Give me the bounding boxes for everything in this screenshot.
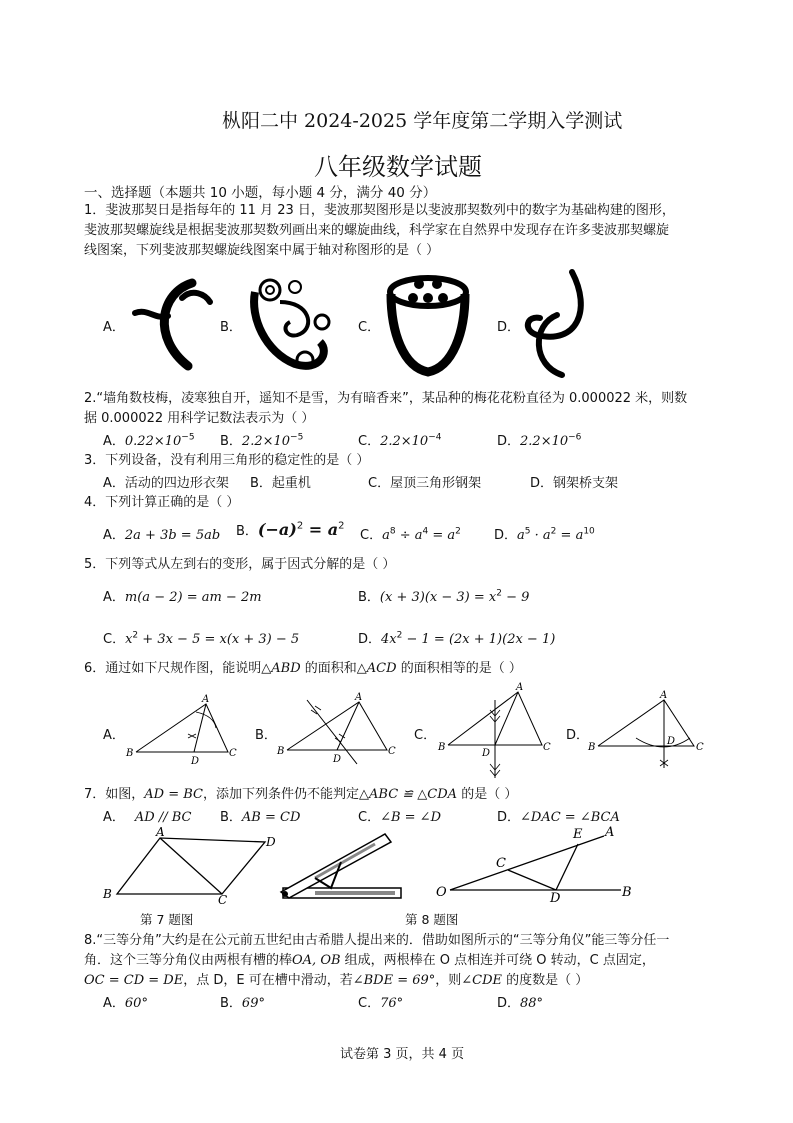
q1-figure-c — [383, 272, 473, 377]
q2-option-b: B．$2.2\times 10^{-5}$ — [220, 432, 304, 449]
q3-option-d: D．钢架桥支架 — [530, 476, 619, 491]
q6-option-c-label: C． — [414, 728, 437, 743]
q7-option-d: D．∠DAC = ∠BCA — [497, 810, 620, 825]
q6a-label-c: C — [229, 748, 237, 759]
q3-stem: 3．下列设备，没有利用三角形的稳定性的是（ ） — [84, 453, 370, 468]
fig8-label-c: C — [496, 856, 506, 871]
q1-option-d-label: D． — [497, 320, 521, 335]
q6a-label-a: A — [202, 694, 210, 705]
q3-option-a: A．活动的四边形衣架 — [103, 476, 229, 491]
q8-line-1: 8.“三等分角”大约是在公元前五世纪由古希腊人提出来的．借助如图所示的“三等分角仪”能三等分任一 — [84, 933, 670, 948]
q5-option-d: D．$4x^2 - 1 = (2x + 1)(2x - 1)$ — [358, 630, 556, 647]
q8-option-c: C．76° — [358, 996, 404, 1011]
q5-stem: 5．下列等式从左到右的变形，属于因式分解的是（ ） — [84, 557, 396, 572]
q6-figure-c — [436, 682, 561, 782]
q6c-label-d: D — [482, 748, 491, 759]
q6-option-a-label: A． — [103, 728, 125, 743]
fig8-label-o: O — [436, 885, 447, 900]
fig7-label-b: B — [103, 887, 112, 901]
figure-7 — [100, 825, 285, 907]
q4-option-b: B．$(-a)^2 = a^2$ — [236, 520, 345, 539]
q7-option-a: A． AD // BC — [103, 810, 192, 825]
q6-figure-d — [588, 688, 708, 773]
q1-line-1: 1．斐波那契日是指每年的 11 月 23 日，斐波那契图形是以斐波那契数列中的数字为基础构建的图形， — [84, 203, 675, 218]
q8-option-a: A．60° — [103, 996, 148, 1011]
section-heading: 一、选择题（本题共 10 小题，每小题 4 分，满分 40 分） — [84, 185, 437, 201]
q1-option-a-label: A． — [103, 320, 125, 335]
q1-figure-a — [130, 278, 220, 373]
q7-option-b: B．AB = CD — [220, 810, 301, 825]
q6-figure-b — [275, 692, 400, 768]
q6a-label-b: B — [126, 748, 134, 759]
fig8-label-b: B — [622, 885, 632, 900]
q2-option-a: A．$0.22\times 10^{-5}$ — [103, 432, 195, 449]
q8-option-d: D．88° — [497, 996, 544, 1011]
q4-option-c: C．$a^8 \div a^4 = a^2$ — [360, 526, 461, 543]
q2-line-2: 据 0.000022 用科学记数法表示为（ ） — [84, 411, 315, 426]
q6-figure-a — [122, 692, 242, 768]
q6b-label-a: A — [355, 692, 363, 703]
q4-option-d: D．$a^5 \cdot a^2 = a^{10}$ — [494, 526, 595, 543]
fig7-label-a: A — [156, 825, 165, 839]
q5-option-b: B．$(x + 3)(x - 3) = x^2 - 9$ — [358, 588, 530, 605]
q1-line-2: 斐波那契螺旋线是根据斐波那契数列画出来的螺旋曲线，科学家在自然界中发现存在许多斐波那契螺旋 — [84, 223, 670, 238]
q1-option-b-label: B． — [220, 320, 242, 335]
q1-figure-b — [240, 272, 335, 377]
school-line: 枞阳二中 2024-2025 学年度第二学期入学测试 — [222, 110, 623, 132]
q5-option-c: C．$x^2 + 3x - 5 = x(x + 3) - 5$ — [103, 630, 300, 647]
q6c-label-b: B — [438, 742, 446, 753]
figure-8-apparatus — [275, 830, 405, 905]
q6b-label-c: C — [388, 746, 396, 757]
q6-option-d-label: D． — [566, 728, 590, 743]
q3-option-c: C．屋顶三角形钢架 — [368, 476, 482, 491]
q4-stem: 4．下列计算正确的是（ ） — [84, 495, 240, 510]
q6d-label-b: B — [588, 742, 596, 753]
q8-option-b: B．69° — [220, 996, 265, 1011]
fig8-label-e: E — [573, 827, 583, 842]
q6d-label-c: C — [696, 742, 704, 753]
q7-stem: 7．如图，AD = BC，添加下列条件仍不能判定△ABC ≌ △CDA 的是（ ） — [84, 787, 518, 802]
fig7-label-c: C — [218, 893, 228, 907]
fig7-label-d: D — [266, 835, 276, 849]
q6-stem: 6．通过如下尺规作图，能说明△ABD 的面积和△ACD 的面积相等的是（ ） — [84, 661, 522, 676]
q6b-label-b: B — [277, 746, 285, 757]
q4-option-a: A．2a + 3b = 5ab — [103, 528, 221, 543]
q6d-label-d: D — [667, 736, 676, 747]
q1-figure-d — [522, 270, 592, 380]
fig8-label-d: D — [550, 891, 561, 906]
q2-option-d: D．$2.2\times 10^{-6}$ — [497, 432, 582, 449]
q2-line-1: 2.“墙角数枝梅，凌寒独自开，遥知不是雪，为有暗香来”，某品种的梅花花粉直径为 0.000022 米，则数 — [84, 391, 688, 406]
q6d-label-a: A — [660, 690, 668, 701]
q6a-label-d: D — [191, 756, 200, 767]
q8-line-3: OC = CD = DE，点 D，E 可在槽中滑动，若∠BDE = 69°，则∠CDE 的度数是（ ） — [84, 973, 589, 988]
q1-option-c-label: C． — [358, 320, 381, 335]
q7-option-c: C．∠B = ∠D — [358, 810, 441, 825]
q5-option-a: A．m(a − 2) = am − 2m — [103, 590, 262, 605]
q8-line-2: 角．这个三等分角仪由两根有槽的棒OA, OB 组成，两根棒在 O 点相连并可绕 O 转动，C 点固定， — [84, 953, 655, 968]
q6-option-b-label: B． — [255, 728, 277, 743]
subject-title: 八年级数学试题 — [314, 153, 482, 181]
figure-8-caption: 第 8 题图 — [405, 912, 459, 927]
page-number: 试卷第 3 页，共 4 页 — [340, 1047, 465, 1062]
q1-line-3: 线图案，下列斐波那契螺旋线图案中属于轴对称图形的是（ ） — [84, 243, 440, 258]
figure-7-caption: 第 7 题图 — [140, 912, 194, 927]
q6c-label-a: A — [516, 682, 524, 693]
q3-option-b: B．起重机 — [250, 476, 311, 491]
q2-option-c: C．$2.2\times 10^{-4}$ — [358, 432, 442, 449]
q6b-label-d: D — [333, 754, 342, 765]
q6c-label-c: C — [543, 742, 551, 753]
figure-8-geometry — [436, 820, 636, 906]
fig8-label-a: A — [605, 825, 615, 840]
